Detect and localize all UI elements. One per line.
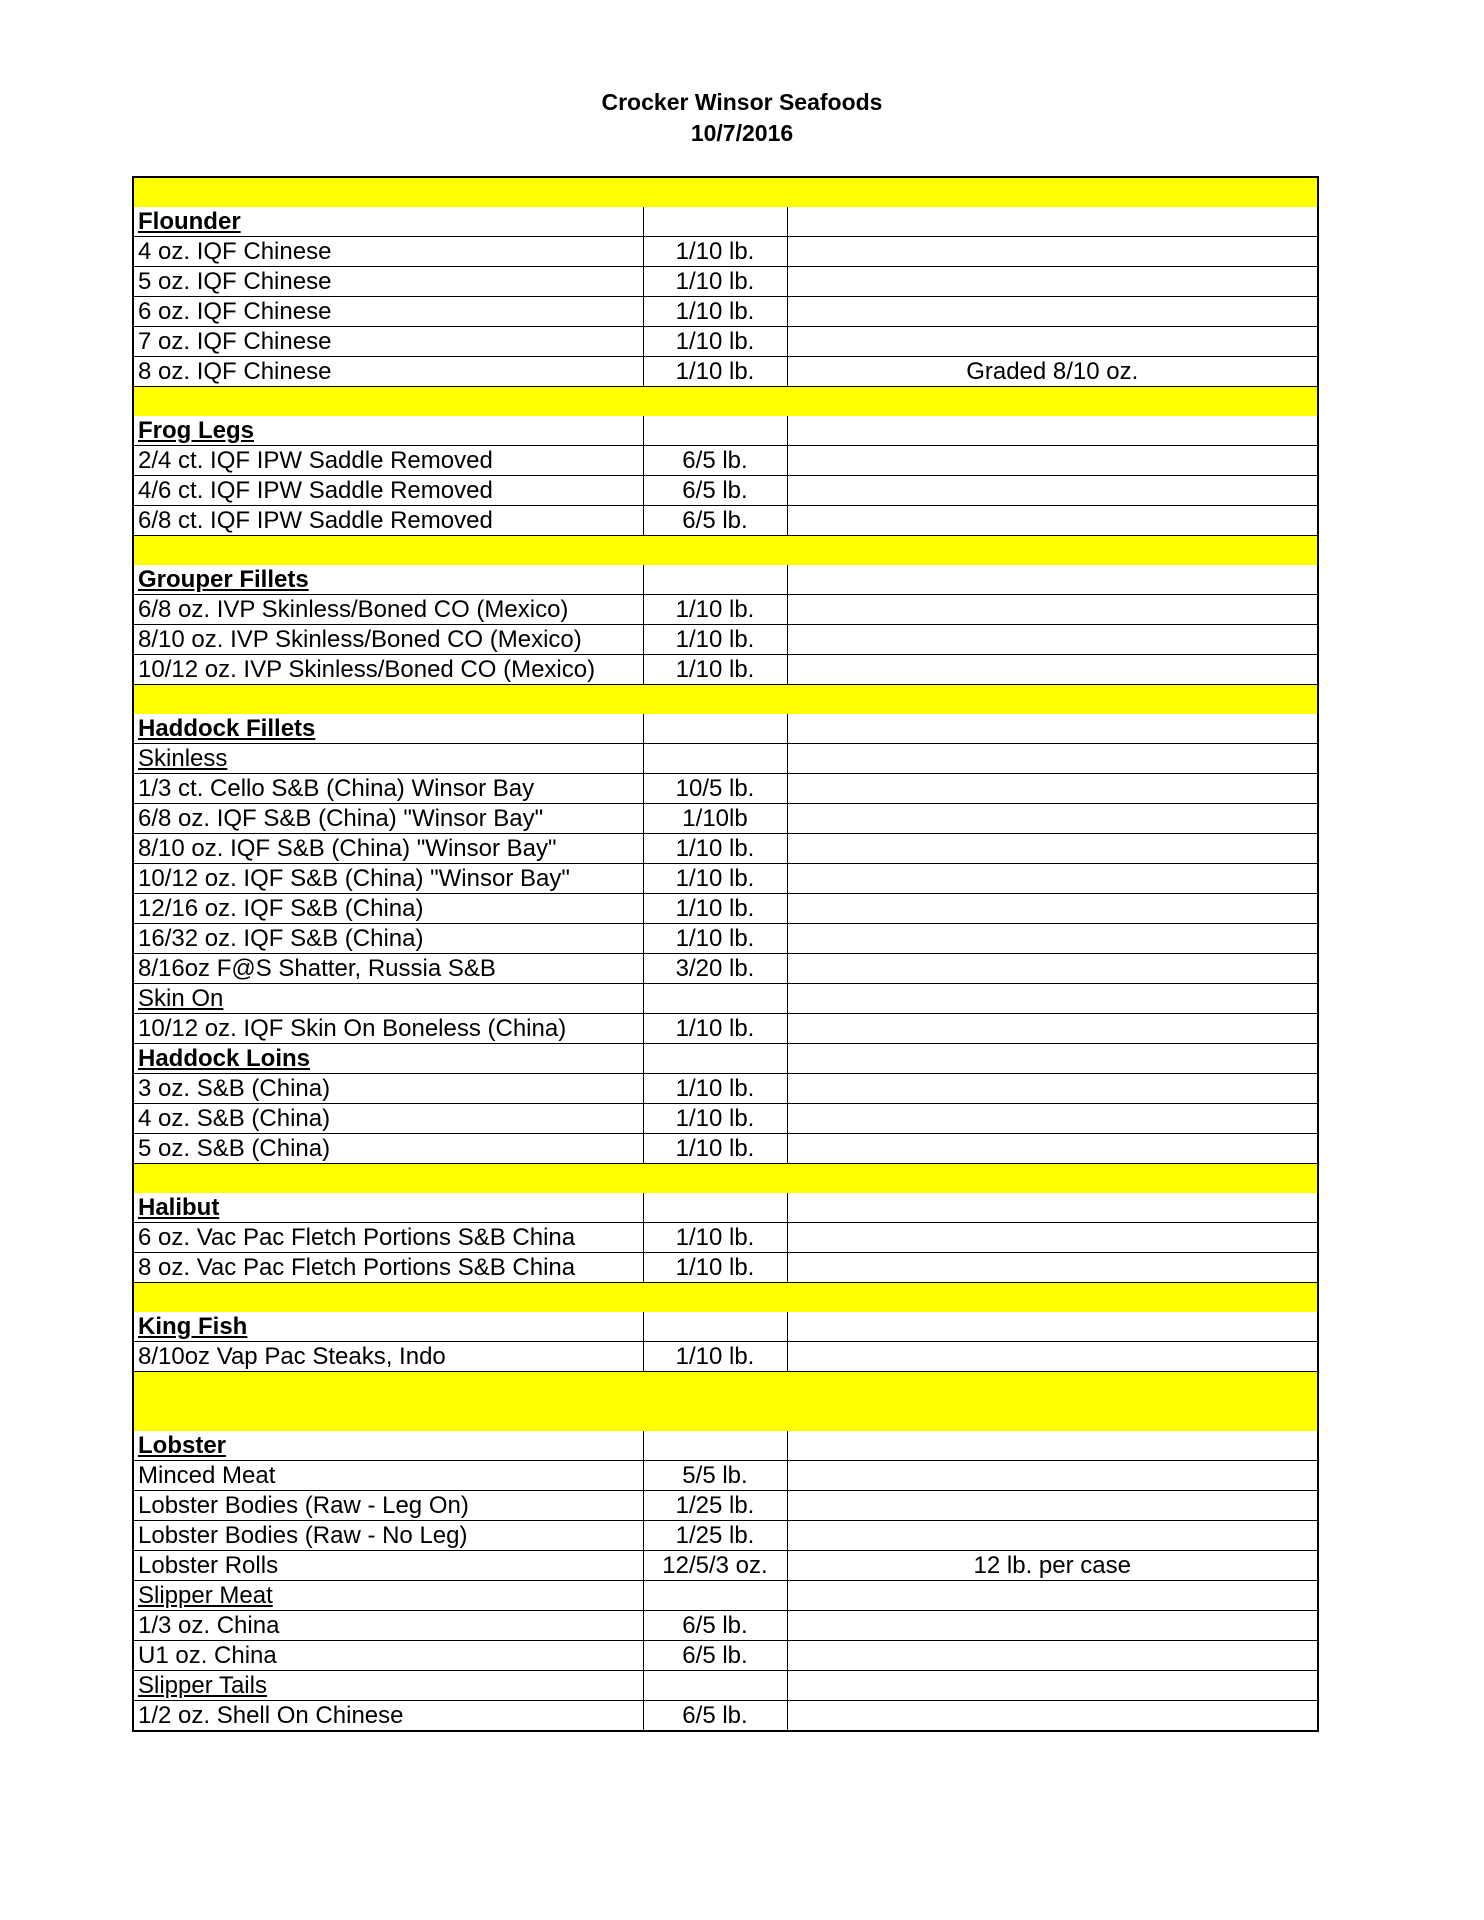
product-row	[133, 1701, 1318, 1732]
product-row	[133, 327, 1318, 357]
product-name-cell: Haddock Fillets	[133, 714, 643, 744]
product-row	[133, 237, 1318, 267]
product-row	[133, 446, 1318, 476]
product-name-cell: Lobster Bodies (Raw - No Leg)	[133, 1521, 643, 1551]
product-row	[133, 774, 1318, 804]
product-row	[133, 1014, 1318, 1044]
product-name-cell: 8/10 oz. IQF S&B (China) "Winsor Bay"	[133, 834, 643, 864]
subcategory-row	[133, 1671, 1318, 1701]
product-name-cell: 2/4 ct. IQF IPW Saddle Removed	[133, 446, 643, 476]
pack-size-cell	[643, 565, 787, 595]
pack-size-cell: 1/10 lb.	[643, 327, 787, 357]
product-row	[133, 804, 1318, 834]
product-name-cell: 10/12 oz. IQF Skin On Boneless (China)	[133, 1014, 643, 1044]
pack-size-cell: 1/10 lb.	[643, 1014, 787, 1044]
pack-size-cell	[643, 744, 787, 774]
pack-size-cell: 6/5 lb.	[643, 1701, 787, 1732]
product-row	[133, 1521, 1318, 1551]
note-cell	[787, 894, 1318, 924]
separator-cell	[133, 177, 1318, 207]
note-cell	[787, 1581, 1318, 1611]
note-cell	[787, 565, 1318, 595]
pack-size-cell	[643, 714, 787, 744]
note-cell	[787, 1641, 1318, 1671]
category-header-row	[133, 1431, 1318, 1461]
section-separator-band	[133, 685, 1318, 715]
product-name-cell: Lobster Rolls	[133, 1551, 643, 1581]
product-name-cell: 6/8 oz. IQF S&B (China) "Winsor Bay"	[133, 804, 643, 834]
product-name-cell: 8/10oz Vap Pac Steaks, Indo	[133, 1342, 643, 1372]
pack-size-cell: 6/5 lb.	[643, 506, 787, 536]
pack-size-cell: 12/5/3 oz.	[643, 1551, 787, 1581]
note-cell	[787, 1044, 1318, 1074]
price-list-table	[132, 176, 1319, 1732]
product-row	[133, 267, 1318, 297]
category-header-row	[133, 207, 1318, 237]
pack-size-cell: 6/5 lb.	[643, 446, 787, 476]
product-name-cell: 16/32 oz. IQF S&B (China)	[133, 924, 643, 954]
note-cell	[787, 834, 1318, 864]
section-separator-band	[133, 1283, 1318, 1313]
product-row	[133, 595, 1318, 625]
product-name-cell: 8/16oz F@S Shatter, Russia S&B	[133, 954, 643, 984]
pack-size-cell	[643, 1044, 787, 1074]
note-cell	[787, 1104, 1318, 1134]
product-name-cell: 10/12 oz. IQF S&B (China) "Winsor Bay"	[133, 864, 643, 894]
product-name-cell: 6 oz. Vac Pac Fletch Portions S&B China	[133, 1223, 643, 1253]
product-name-cell: 8 oz. IQF Chinese	[133, 357, 643, 387]
product-name-cell: 8 oz. Vac Pac Fletch Portions S&B China	[133, 1253, 643, 1283]
separator-cell	[133, 1164, 1318, 1194]
note-cell	[787, 1461, 1318, 1491]
product-row	[133, 954, 1318, 984]
note-cell	[787, 984, 1318, 1014]
note-cell	[787, 327, 1318, 357]
product-row	[133, 1491, 1318, 1521]
document-date: 10/7/2016	[690, 120, 794, 146]
product-row	[133, 1223, 1318, 1253]
note-cell	[787, 864, 1318, 894]
separator-cell	[133, 1283, 1318, 1313]
separator-cell	[133, 536, 1318, 566]
pack-size-cell: 1/10 lb.	[643, 625, 787, 655]
pack-size-cell: 1/10 lb.	[643, 924, 787, 954]
note-cell	[787, 1074, 1318, 1104]
note-cell	[787, 774, 1318, 804]
pack-size-cell: 1/10 lb.	[643, 834, 787, 864]
pack-size-cell: 1/10 lb.	[643, 1253, 787, 1283]
product-name-cell: U1 oz. China	[133, 1641, 643, 1671]
separator-cell	[133, 685, 1318, 715]
note-cell	[787, 924, 1318, 954]
pack-size-cell: 10/5 lb.	[643, 774, 787, 804]
pack-size-cell: 1/10 lb.	[643, 1342, 787, 1372]
product-row	[133, 297, 1318, 327]
product-name-cell: 12/16 oz. IQF S&B (China)	[133, 894, 643, 924]
product-name-cell: 4/6 ct. IQF IPW Saddle Removed	[133, 476, 643, 506]
product-name-cell: 1/3 oz. China	[133, 1611, 643, 1641]
product-row	[133, 1461, 1318, 1491]
product-name-cell: Halibut	[133, 1193, 643, 1223]
note-cell	[787, 1431, 1318, 1461]
note-cell: Graded 8/10 oz.	[787, 357, 1318, 387]
note-cell	[787, 207, 1318, 237]
section-separator-band	[133, 1372, 1318, 1432]
product-name-cell: Slipper Meat	[133, 1581, 643, 1611]
pack-size-cell: 1/25 lb.	[643, 1521, 787, 1551]
category-header-row	[133, 1044, 1318, 1074]
note-cell	[787, 1014, 1318, 1044]
note-cell	[787, 1671, 1318, 1701]
pack-size-cell: 1/10 lb.	[643, 237, 787, 267]
pack-size-cell	[643, 1431, 787, 1461]
product-name-cell: 6/8 ct. IQF IPW Saddle Removed	[133, 506, 643, 536]
product-row	[133, 476, 1318, 506]
product-row	[133, 506, 1318, 536]
product-name-cell: 8/10 oz. IVP Skinless/Boned CO (Mexico)	[133, 625, 643, 655]
product-row	[133, 834, 1318, 864]
note-cell	[787, 1701, 1318, 1732]
product-name-cell: Grouper Fillets	[133, 565, 643, 595]
note-cell	[787, 1312, 1318, 1342]
product-name-cell: Haddock Loins	[133, 1044, 643, 1074]
section-separator-band	[133, 387, 1318, 417]
section-separator-band	[133, 1164, 1318, 1194]
category-header-row	[133, 416, 1318, 446]
pack-size-cell: 1/10 lb.	[643, 357, 787, 387]
note-cell	[787, 446, 1318, 476]
note-cell	[787, 714, 1318, 744]
product-name-cell: 5 oz. IQF Chinese	[133, 267, 643, 297]
note-cell	[787, 267, 1318, 297]
document-title: Crocker Winsor Seafoods	[601, 89, 883, 115]
category-header-row	[133, 1193, 1318, 1223]
section-separator-band	[133, 536, 1318, 566]
product-name-cell: 4 oz. S&B (China)	[133, 1104, 643, 1134]
pack-size-cell: 1/25 lb.	[643, 1491, 787, 1521]
section-separator-band	[133, 177, 1318, 207]
separator-cell	[133, 387, 1318, 417]
subcategory-row	[133, 744, 1318, 774]
pack-size-cell: 1/10 lb.	[643, 1074, 787, 1104]
product-name-cell: 5 oz. S&B (China)	[133, 1134, 643, 1164]
pack-size-cell: 1/10 lb.	[643, 864, 787, 894]
note-cell	[787, 1193, 1318, 1223]
note-cell	[787, 1491, 1318, 1521]
product-row	[133, 1104, 1318, 1134]
pack-size-cell	[643, 416, 787, 446]
pack-size-cell: 1/10 lb.	[643, 1104, 787, 1134]
product-name-cell: 1/3 ct. Cello S&B (China) Winsor Bay	[133, 774, 643, 804]
pack-size-cell: 1/10 lb.	[643, 1134, 787, 1164]
note-cell	[787, 954, 1318, 984]
note-cell	[787, 297, 1318, 327]
pack-size-cell: 1/10lb	[643, 804, 787, 834]
product-name-cell: King Fish	[133, 1312, 643, 1342]
note-cell	[787, 237, 1318, 267]
pack-size-cell	[643, 1312, 787, 1342]
note-cell	[787, 595, 1318, 625]
product-row	[133, 1253, 1318, 1283]
product-row	[133, 625, 1318, 655]
product-name-cell: 7 oz. IQF Chinese	[133, 327, 643, 357]
product-row	[133, 655, 1318, 685]
note-cell	[787, 744, 1318, 774]
pack-size-cell: 1/10 lb.	[643, 297, 787, 327]
pack-size-cell: 1/10 lb.	[643, 655, 787, 685]
product-name-cell: Lobster Bodies (Raw - Leg On)	[133, 1491, 643, 1521]
category-header-row	[133, 714, 1318, 744]
subcategory-row	[133, 984, 1318, 1014]
note-cell	[787, 1521, 1318, 1551]
pack-size-cell	[643, 984, 787, 1014]
note-cell	[787, 625, 1318, 655]
product-name-cell: Slipper Tails	[133, 1671, 643, 1701]
note-cell	[787, 1342, 1318, 1372]
note-cell	[787, 1611, 1318, 1641]
product-name-cell: Lobster	[133, 1431, 643, 1461]
product-name-cell: Skin On	[133, 984, 643, 1014]
pack-size-cell: 6/5 lb.	[643, 1641, 787, 1671]
pack-size-cell: 6/5 lb.	[643, 1611, 787, 1641]
product-name-cell: 1/2 oz. Shell On Chinese	[133, 1701, 643, 1732]
pack-size-cell: 1/10 lb.	[643, 1223, 787, 1253]
product-row	[133, 357, 1318, 387]
category-header-row	[133, 1312, 1318, 1342]
note-cell	[787, 476, 1318, 506]
product-row	[133, 924, 1318, 954]
pack-size-cell: 1/10 lb.	[643, 267, 787, 297]
category-header-row	[133, 565, 1318, 595]
product-row	[133, 1551, 1318, 1581]
subcategory-row	[133, 1581, 1318, 1611]
product-row	[133, 894, 1318, 924]
product-row	[133, 1641, 1318, 1671]
product-row	[133, 1074, 1318, 1104]
product-name-cell: Flounder	[133, 207, 643, 237]
pack-size-cell: 6/5 lb.	[643, 476, 787, 506]
product-row	[133, 1134, 1318, 1164]
product-name-cell: 10/12 oz. IVP Skinless/Boned CO (Mexico)	[133, 655, 643, 685]
product-name-cell: 3 oz. S&B (China)	[133, 1074, 643, 1104]
pack-size-cell: 5/5 lb.	[643, 1461, 787, 1491]
product-name-cell: 6/8 oz. IVP Skinless/Boned CO (Mexico)	[133, 595, 643, 625]
product-name-cell: 6 oz. IQF Chinese	[133, 297, 643, 327]
product-name-cell: Frog Legs	[133, 416, 643, 446]
note-cell	[787, 416, 1318, 446]
pack-size-cell	[643, 1581, 787, 1611]
product-name-cell: Minced Meat	[133, 1461, 643, 1491]
note-cell	[787, 1253, 1318, 1283]
note-cell	[787, 804, 1318, 834]
product-name-cell: Skinless	[133, 744, 643, 774]
separator-cell	[133, 1372, 1318, 1432]
note-cell	[787, 1223, 1318, 1253]
note-cell	[787, 506, 1318, 536]
price-list-body	[133, 177, 1318, 1731]
product-row	[133, 1342, 1318, 1372]
product-row	[133, 864, 1318, 894]
note-cell	[787, 655, 1318, 685]
note-cell	[787, 1134, 1318, 1164]
pack-size-cell	[643, 207, 787, 237]
pack-size-cell: 3/20 lb.	[643, 954, 787, 984]
pack-size-cell	[643, 1671, 787, 1701]
pack-size-cell	[643, 1193, 787, 1223]
product-row	[133, 1611, 1318, 1641]
pack-size-cell: 1/10 lb.	[643, 894, 787, 924]
note-cell: 12 lb. per case	[787, 1551, 1318, 1581]
product-name-cell: 4 oz. IQF Chinese	[133, 237, 643, 267]
pack-size-cell: 1/10 lb.	[643, 595, 787, 625]
